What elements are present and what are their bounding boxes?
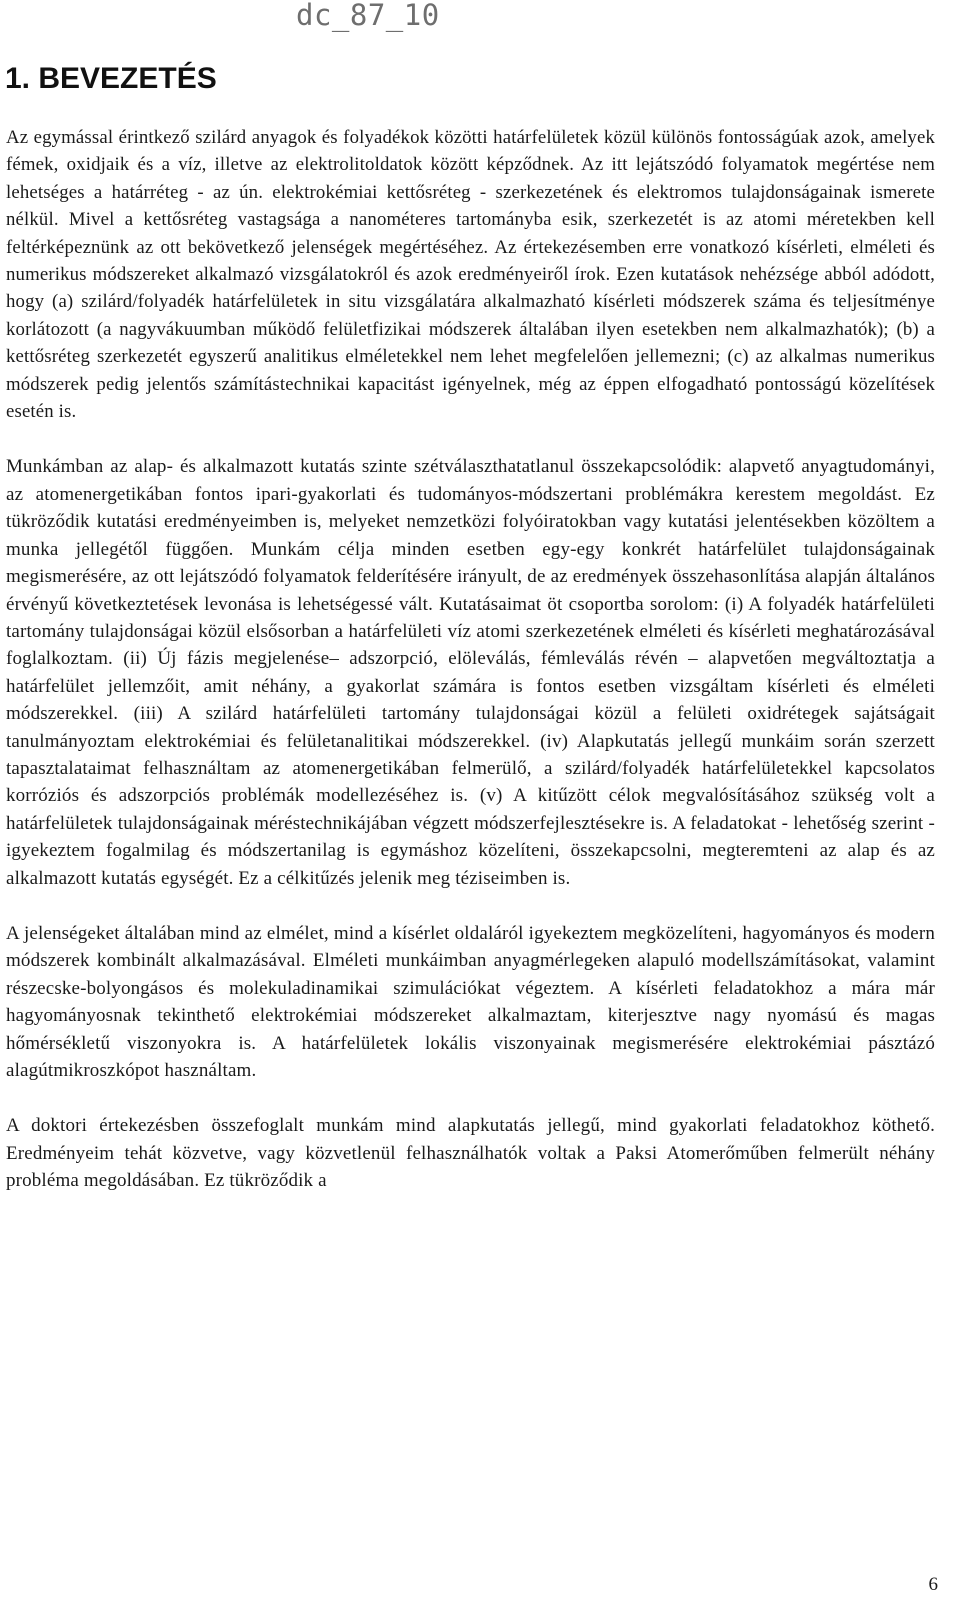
document-id: dc_87_10: [296, 0, 440, 32]
paragraph-4: A doktori értekezésben összefoglalt munkám mind alapkutatás jellegű, mind gyakorlati feladatokhoz köthető. Eredményeim tehát közvetve, vagy közvetlenül felhasználhatók voltak a Paksi Atomerőműben felmerült néhány probléma megoldásában. Ez tükröződik a: [6, 1115, 935, 1192]
paragraph-1: Az egymással érintkező szilárd anyagok és folyadékok közötti határfelületek közül különös fontosságúak azok, amelyek fémek, oxidjaik és a víz, illetve az elektrolitoldatok között képződnek. Az itt lejátszódó folyamatok megértése nem lehetséges a határréteg - az ún. elektrokémiai kettősréteg - szerkezetének és elektromos tulajdonságainak ismerete nélkül. Mivel a kettősréteg vastagsága a nanométeres tartományba esik, szerkezetét is az atomi méretekben kell feltérképeznünk az ott bekövetkező jelenségek megértéséhez. Az értekezésemben erre vonatkozó kísérleti, elméleti és numerikus módszereket alkalmazó vizsgálatokról és azok eredményeiről írok. Ezen kutatások nehézsége abból adódott, hogy (a) szilárd/folyadék határfelületek in situ vizsgálatára alkalmazható kísérleti módszerek száma és teljesítménye korlátozott (a nagyvákuumban működő felületfizikai módszerek általában ilyen esetekben nem alkalmazhatók); (b) a kettősréteg szerkezetét egyszerű analitikus elméletekkel nem lehet megfelelően jellemezni; (c) az alkalmas numerikus módszerek pedig jelentős számítástechnikai kapacitást igényelnek, még az éppen elfogadható pontosságú közelítések esetén is.: [6, 127, 935, 423]
document-body: [6, 124, 935, 1195]
page-number: 6: [928, 1574, 938, 1595]
section-title: 1. BEVEZETÉS: [5, 62, 217, 95]
paragraph-3: A jelenségeket általában mind az elmélet, mind a kísérlet oldaláról igyekeztem megközelíteni, hagyományos és modern módszerek kombinált alkalmazásával. Elméleti munkáimban anyagmérlegeken alapuló modellszámításokat, valamint részecske-bolyongásos és molekuladinamikai szimulációkat végeztem. A kísérleti feladatokhoz a mára már hagyományosnak tekinthető elektrokémiai módszereket alkalmaztam, kiterjesztve nagy nyomású és magas hőmérsékletű viszonyokra is. A határfelületek lokális viszonyainak megismerésére elektrokémiai pásztázó alagútmikroszkópot használtam.: [6, 922, 935, 1081]
paragraph-2: Munkámban az alap- és alkalmazott kutatás szinte szétválaszthatatlanul összekapcsolódik: alapvető anyagtudományi, az atomenergetikában fontos ipari-gyakorlati és tudományos-módszertani problémákra kerestem megoldást. Ez tükröződik kutatási eredményeimben is, melyeket nemzetközi folyóiratokban vagy kutatási jelentésekben közöltem a munka jellegétől függően. Munkám célja minden esetben egy-egy konkrét határfelület tulajdonságainak megismerésére, az ott lejátszódó folyamatok felderítésére irányult, de az eredmények összehasonlítása alapján általános érvényű következtetések levonása is lehetségessé vált. Kutatásaimat öt csoportba sorolom: (i) A folyadék határfelületi tartomány tulajdonságai közül elsősorban a határfelületi víz atomi szerkezetének elméleti és kísérleti meghatározásával foglalkoztam. (ii) Új fázis megjelenése– adszorpció, elöleválás, fémleválás révén – alapvetően megváltoztatja a határfelület jellemzőit, amit néhány, a gyakorlat számára is fontos esetben vizsgáltam kísérleti és elméleti módszerekkel. (iii) A szilárd határfelületi tartomány tulajdonságai közül a felületi oxidrétegek sajátságait tanulmányoztam elektrokémiai és felületanalitikai módszerekkel. (iv) Alapkutatás jellegű munkáim során szerzett tapasztalataimat felhasználtam az atomenergetikában felmerülő, a szilárd/folyadék határfelületekkel kapcsolatos korróziós és adszorpciós problémák modellezéséhez is. (v) A kitűzött célok megvalósításához szükség volt a határfelületek tulajdonságainak méréstechnikájában végzett módszerfejlesztésekre is. A feladatokat - lehetőség szerint - igyekeztem fogalmilag és módszertanilag is egymáshoz közelíteni, összekapcsolni, megteremteni az alap és az alkalmazott kutatás egységét. Ez a célkitűzés jelenik meg téziseimben is.: [6, 456, 935, 889]
